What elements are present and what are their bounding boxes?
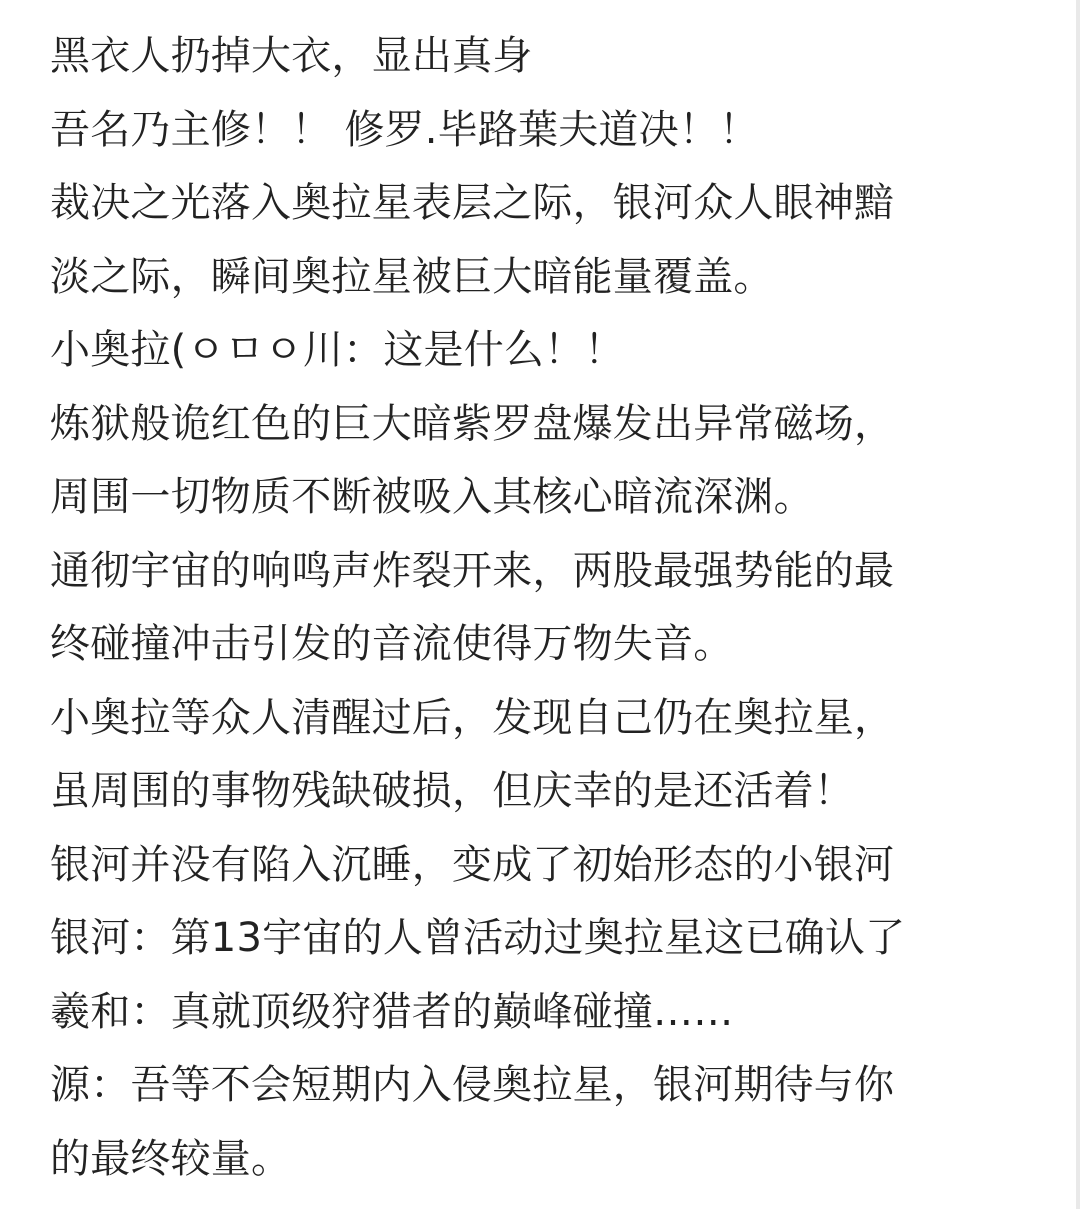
text-line: 黑衣人扔掉大衣，显出真身 (50, 33, 533, 79)
right-edge-divider (1076, 0, 1080, 1209)
text-line: 虽周围的事物残缺破损，但庆幸的是还活着！ (50, 768, 854, 814)
text-line: 银河并没有陷入沉睡，变成了初始形态的小银河 (50, 841, 895, 888)
text-line: 吾名乃主修！！ 修罗.毕路葉夫道决！！ (50, 106, 760, 153)
text-line: 的最终较量。 (50, 1135, 292, 1182)
text-line: 终碰撞冲击引发的音流使得万物失音。 (50, 621, 734, 667)
text-line: 淡之际，瞬间奥拉星被巨大暗能量覆盖。 (50, 253, 774, 300)
text-line: 银河：第13宇宙的人曾活动过奥拉星这已确认了 (50, 915, 906, 961)
text-line: 小奥拉等众人清醒过后，发现自己仍在奥拉星， (50, 694, 895, 741)
text-line: 周围一切物质不断被吸入其核心暗流深渊。 (50, 474, 814, 520)
text-line: 裁决之光落入奥拉星表层之际，银河众人眼神黯 (50, 180, 895, 226)
text-line: 羲和：真就顶级狩猎者的巅峰碰撞…… (50, 988, 734, 1035)
text-line: 炼狱般诡红色的巨大暗紫罗盘爆发出异常磁场， (50, 400, 895, 447)
text-line: 源：吾等不会短期内入侵奥拉星，银河期待与你 (50, 1062, 895, 1108)
text-line: 通彻宇宙的响鸣声炸裂开来，两股最强势能的最 (50, 547, 895, 594)
text-line: 小奥拉(ㅇㅁㅇ川：这是什么！！ (50, 327, 625, 373)
story-text (50, 20, 1010, 1196)
